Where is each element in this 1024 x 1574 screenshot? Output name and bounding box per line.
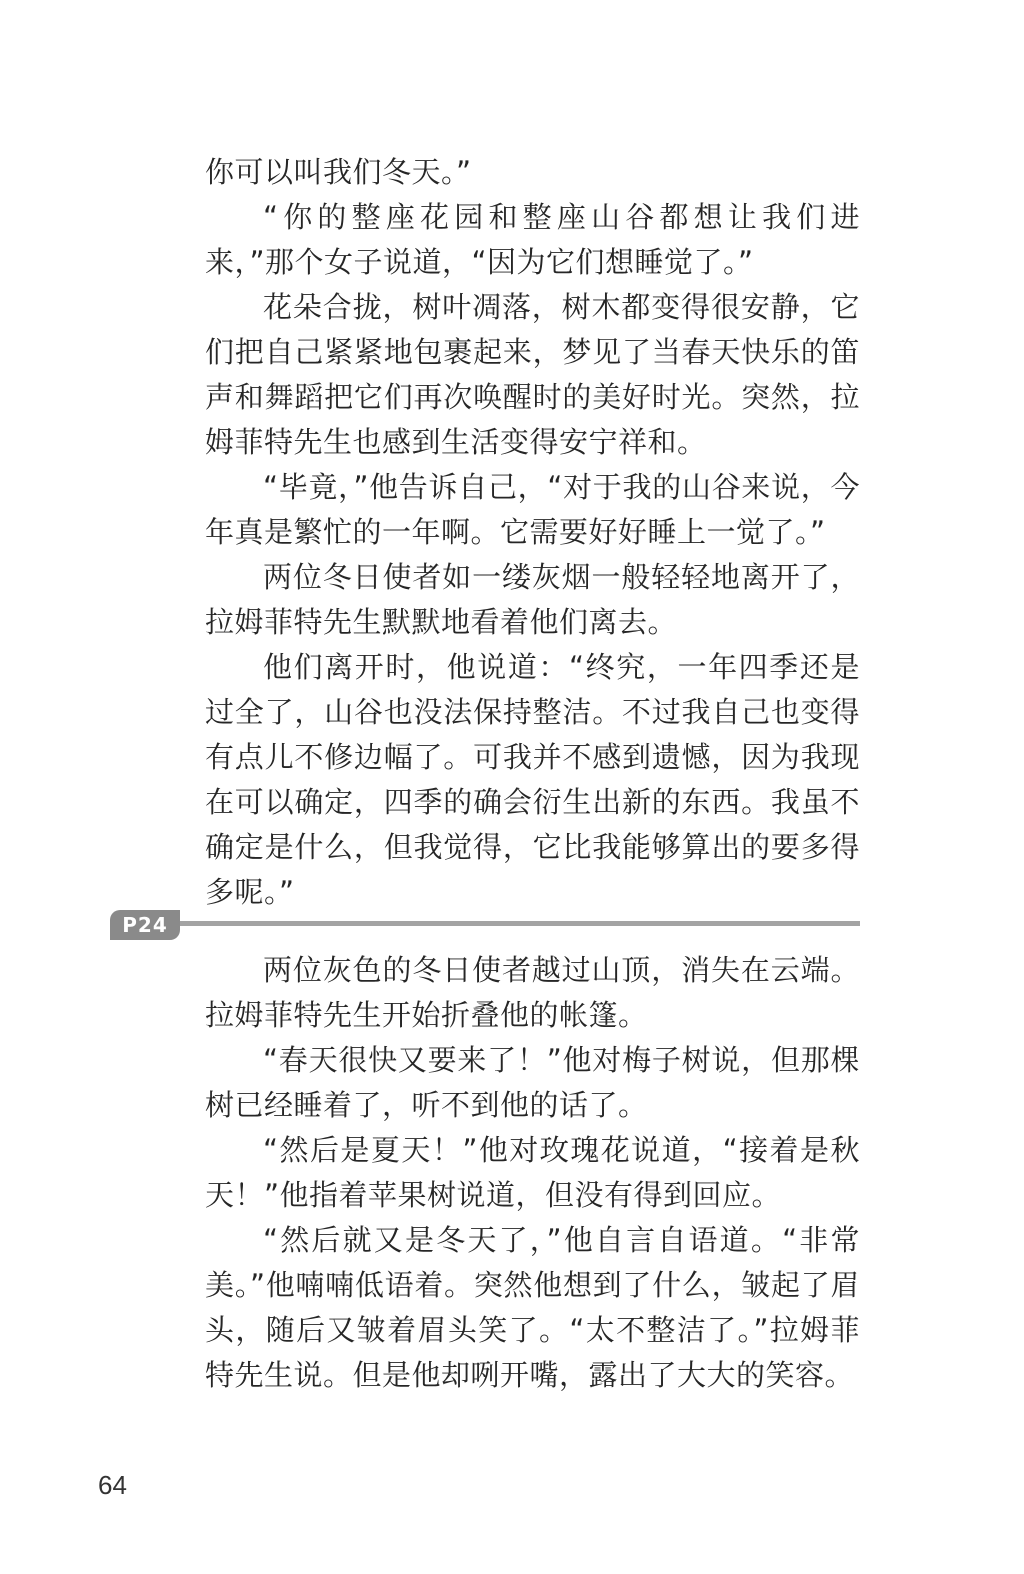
paragraph: “毕竟，”他告诉自己，“对于我的山谷来说，今年真是繁忙的一年啊。它需要好好睡上一觉了。” xyxy=(205,470,860,549)
paragraph: 两位灰色的冬日使者越过山顶，消失在云端。拉姆菲特先生开始折叠他的帐篷。 xyxy=(205,953,860,1032)
paragraph: 花朵合拢，树叶凋落，树木都变得很安静，它们把自己紧紧地包裹起来，梦见了当春天快乐的笛声和舞蹈把它们再次唤醒时的美好时光。突然，拉姆菲特先生也感到生活变得安宁祥和。 xyxy=(205,290,860,459)
paragraph: 两位冬日使者如一缕灰烟一般轻轻地离开了，拉姆菲特先生默默地看着他们离去。 xyxy=(205,560,860,639)
section-label-badge: P24 xyxy=(110,910,180,940)
paragraph: 他们离开时，他说道：“终究，一年四季还是过全了，山谷也没法保持整洁。不过我自己也变得有点儿不修边幅了。可我并不感到遗憾，因为我现在可以确定，四季的确会衍生出新的东西。我虽不确定是什么，但我觉得，它比我能够算出的要多得多呢。” xyxy=(205,650,860,909)
page-number: 64 xyxy=(98,1470,127,1500)
section-marker xyxy=(110,910,860,940)
section-divider-line xyxy=(180,921,860,926)
paragraph: “然后就又是冬天了，”他自言自语道。“非常美。”他喃喃低语着。突然他想到了什么，皱起了眉头，随后又皱着眉头笑了。“太不整洁了。”拉姆菲特先生说。但是他却咧开嘴，露出了大大的笑容。 xyxy=(205,1223,860,1392)
paragraph: “春天很快又要来了！”他对梅子树说，但那棵树已经睡着了，听不到他的话了。 xyxy=(205,1043,860,1122)
paragraph: 你可以叫我们冬天。” xyxy=(205,155,472,189)
paragraph: “然后是夏天！”他对玫瑰花说道，“接着是秋天！”他指着苹果树说道，但没有得到回应。 xyxy=(205,1133,860,1212)
upper-text-block xyxy=(205,150,860,915)
paragraph: “你的整座花园和整座山谷都想让我们进来，”那个女子说道，“因为它们想睡觉了。” xyxy=(205,200,860,279)
lower-text-block xyxy=(205,948,860,1398)
